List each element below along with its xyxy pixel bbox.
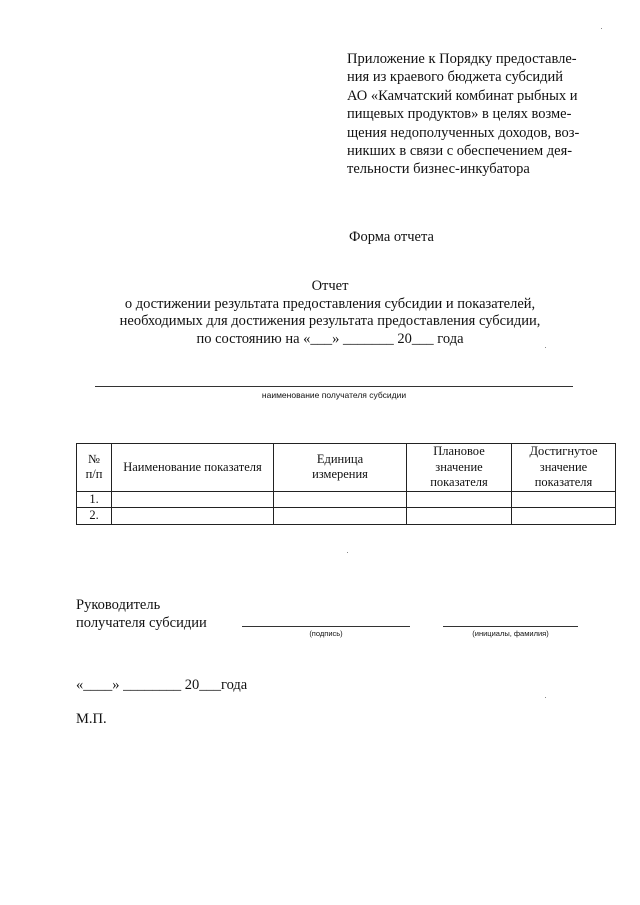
- table-row: [77, 508, 616, 525]
- col-header-achieved: Достигнутое значение показателя: [512, 444, 616, 492]
- appendix-line: щения недополученных доходов, воз-: [347, 124, 580, 141]
- report-subtitle-line: о достижении результата предоставления субсидии и показателей,: [124, 295, 536, 312]
- col-header-unit: Единица измерения: [274, 444, 407, 492]
- cell-name[interactable]: [112, 491, 274, 508]
- appendix-line: тельности бизнес-инкубатора: [347, 161, 530, 178]
- report-heading: [60, 278, 600, 348]
- full-name-caption: (инициалы, фамилия): [472, 629, 549, 638]
- appendix-line: ния из краевого бюджета субсидий: [347, 69, 564, 86]
- indicators-table: [76, 443, 616, 525]
- cell-plan[interactable]: [407, 491, 512, 508]
- cell-achieved[interactable]: [512, 491, 616, 508]
- report-subtitle-line: необходимых для достижения результата предоставления субсидии,: [119, 313, 541, 330]
- cell-plan[interactable]: [407, 508, 512, 525]
- scan-speck: [545, 347, 546, 348]
- table-row: [77, 491, 616, 508]
- cell-unit[interactable]: [274, 491, 407, 508]
- seal-placeholder: М.П.: [76, 711, 107, 727]
- form-label: Форма отчета: [349, 229, 434, 245]
- row-number: 1.: [77, 491, 112, 508]
- col-header-number: № п/п: [77, 444, 112, 492]
- appendix-line: Приложение к Порядку предоставле-: [347, 51, 577, 67]
- recipient-name-line[interactable]: [95, 386, 573, 387]
- appendix-line: никших в связи с обеспечением дея-: [347, 143, 573, 160]
- scan-speck: [601, 28, 602, 29]
- report-date-line: по состоянию на «___» _______ 20___ года: [196, 330, 464, 347]
- cell-name[interactable]: [112, 508, 274, 525]
- scan-speck: [545, 697, 546, 698]
- cell-unit[interactable]: [274, 508, 407, 525]
- col-header-name: Наименование показателя: [112, 444, 274, 492]
- signatory-title: Руководитель получателя субсидии: [76, 597, 207, 631]
- col-header-plan: Плановое значение показателя: [407, 444, 512, 492]
- signature-line[interactable]: [242, 626, 410, 627]
- cell-achieved[interactable]: [512, 508, 616, 525]
- appendix-line: АО «Камчатский комбинат рыбных и: [347, 87, 578, 104]
- recipient-caption: наименование получателя субсидии: [261, 390, 407, 400]
- appendix-note: [347, 50, 617, 179]
- scan-speck: [347, 552, 348, 553]
- report-title: Отчет: [311, 278, 349, 294]
- signing-date-line: «____» ________ 20___года: [76, 677, 248, 693]
- row-number: 2.: [77, 508, 112, 525]
- full-name-line[interactable]: [443, 626, 578, 627]
- appendix-line: пищевых продуктов» в целях возме-: [347, 106, 572, 123]
- signature-caption: (подпись): [309, 629, 343, 638]
- table-header-row: [77, 444, 616, 492]
